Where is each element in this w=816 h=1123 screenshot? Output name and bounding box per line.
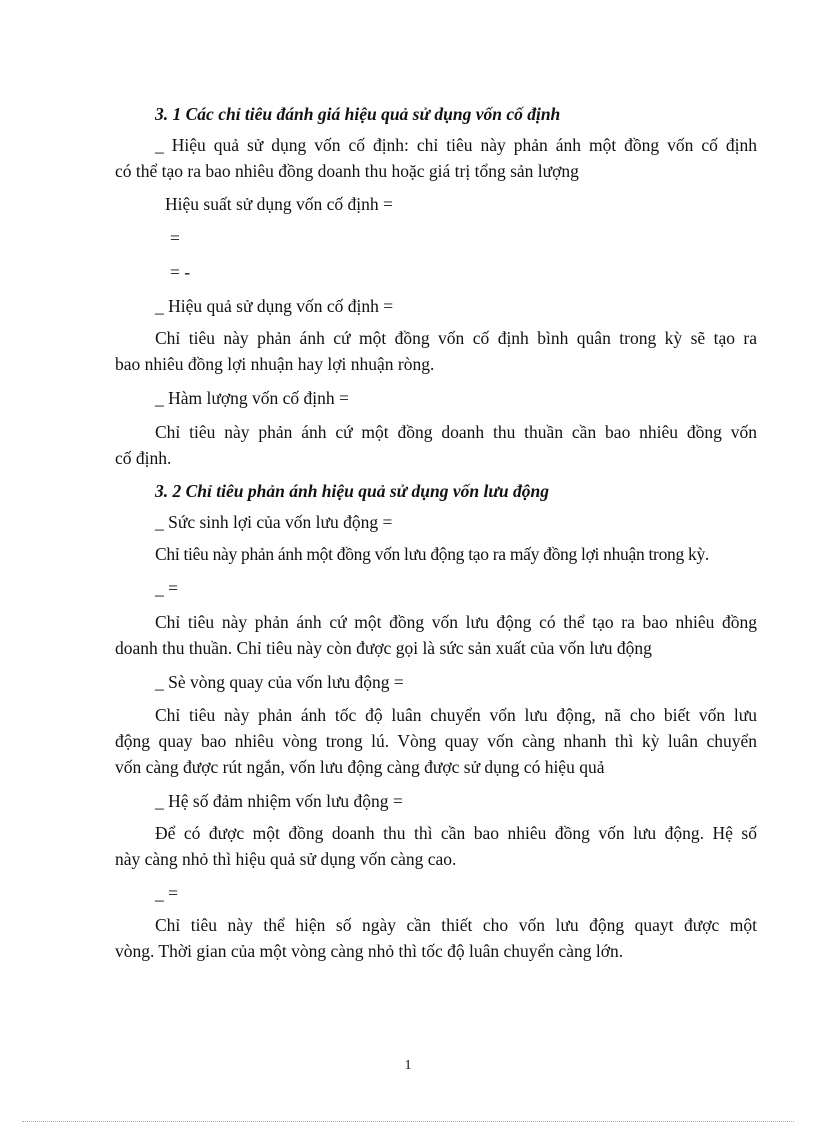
page-bottom-rule <box>22 1121 794 1122</box>
formula-line: _ Sức sinh lợi của vốn lưu động = <box>155 512 393 532</box>
paragraph-line: Chỉ tiêu này phản ánh cứ một đồng vốn cố định bình quân trong kỳ sẽ tạo ra <box>155 328 757 348</box>
formula-line: _ Sè vòng quay của vốn lưu động = <box>155 672 404 692</box>
paragraph-line: cố định. <box>115 448 172 468</box>
formula-line: = <box>170 228 180 248</box>
formula-line: _ Hệ số đảm nhiệm vốn lưu động = <box>155 791 403 811</box>
formula-line: Hiệu suất sử dụng vốn cố định = <box>165 194 393 214</box>
paragraph-line: doanh thu thuần. Chỉ tiêu này còn được gọi là sức sản xuất của vốn lưu động <box>115 638 652 658</box>
page-number: 1 <box>404 1058 412 1073</box>
paragraph-line: Chỉ tiêu này thể hiện số ngày cần thiết cho vốn lưu động quayt được một <box>155 915 757 935</box>
paragraph-line: này càng nhỏ thì hiệu quả sử dụng vốn càng cao. <box>115 849 457 869</box>
formula-line: _ = <box>155 578 178 598</box>
formula-line: _ = <box>155 883 178 903</box>
paragraph-line: động quay bao nhiêu vòng trong lú. Vòng quay vốn càng nhanh thì kỳ luân chuyển <box>115 731 757 751</box>
paragraph-line: Để có được một đồng doanh thu thì cần bao nhiêu đồng vốn lưu động. Hệ số <box>155 823 757 843</box>
formula-line: _ Hiệu quả sử dụng vốn cố định = <box>155 296 394 316</box>
section-heading-2: 3. 2 Chỉ tiêu phản ánh hiệu quả sử dụng vốn lưu động <box>155 481 549 501</box>
paragraph-line: bao nhiêu đồng lợi nhuận hay lợi nhuận ròng. <box>115 354 435 374</box>
paragraph-line: _ Hiệu quả sử dụng vốn cố định: chỉ tiêu này phản ánh một đồng vốn cố định <box>155 135 757 155</box>
paragraph-line: vốn càng được rút ngắn, vốn lưu động càng được sử dụng có hiệu quả <box>115 757 605 777</box>
formula-line: = - <box>170 262 191 282</box>
paragraph-line: Chỉ tiêu này phản ánh cứ một đồng doanh thu thuần cần bao nhiêu đồng vốn <box>155 422 757 442</box>
section-heading-1: 3. 1 Các chỉ tiêu đánh giá hiệu quả sử dụng vốn cố định <box>155 104 561 124</box>
paragraph-line: vòng. Thời gian của một vòng càng nhỏ thì tốc độ luân chuyển càng lớn. <box>115 941 624 961</box>
paragraph-line: Chỉ tiêu này phản ánh tốc độ luân chuyển vốn lưu động, nã cho biết vốn lưu <box>155 705 757 725</box>
paragraph-line: có thể tạo ra bao nhiêu đồng doanh thu hoặc giá trị tổng sản lượng <box>115 161 579 181</box>
paragraph-line: Chỉ tiêu này phản ánh cứ một đồng vốn lưu động có thể tạo ra bao nhiêu đồng <box>155 612 757 632</box>
formula-line: _ Hàm lượng vốn cố định = <box>155 388 349 408</box>
paragraph-line: Chỉ tiêu này phản ánh một đồng vốn lưu động tạo ra mấy đồng lợi nhuận trong kỳ. <box>155 544 709 564</box>
